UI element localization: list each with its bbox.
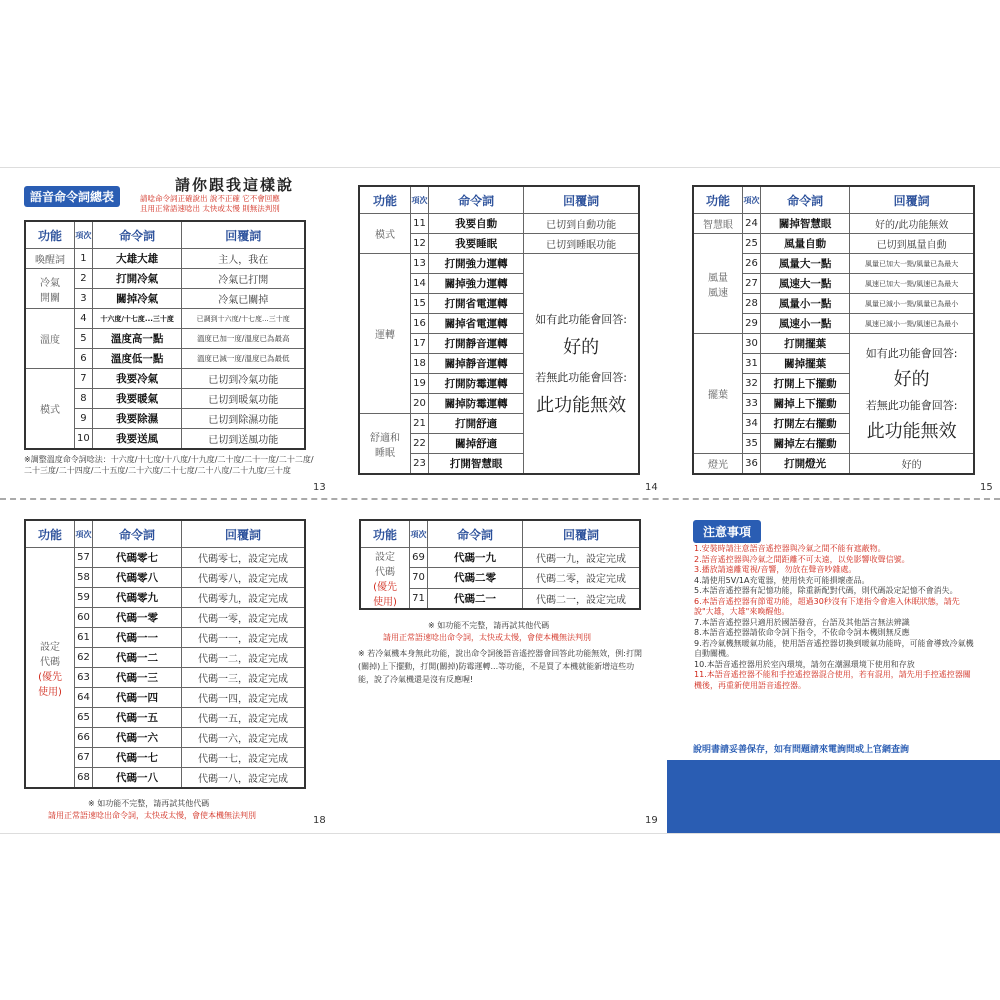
- reply-cell: 代碼一一，設定完成: [182, 628, 305, 648]
- idx-cell: 62: [75, 648, 93, 668]
- reply-cell: 溫度已加一度/溫度已為最高: [182, 329, 305, 349]
- header-idx: 項次: [75, 520, 93, 548]
- idx-cell: 14: [410, 274, 428, 294]
- reply-invalid: 此功能無效: [536, 394, 627, 416]
- notice-item: 5.本語音遙控器有記憶功能，除重新配對代碼，則代碼設定記憶不會消失。: [694, 586, 958, 595]
- idx-cell: 60: [75, 608, 93, 628]
- cmd-cell: 關掉左右擺動: [760, 434, 849, 454]
- reply-cell: 已切到除濕功能: [182, 409, 305, 429]
- header-func: 功能: [693, 186, 743, 214]
- header-reply: 回覆詞: [182, 520, 305, 548]
- notice-item: 10.本語音遙控器用於室內環境，請勿在潮濕環境下使用和存放: [694, 659, 915, 669]
- cmd-cell: 我要睡眠: [428, 234, 523, 254]
- cmd-cell: 溫度高一點: [92, 329, 182, 349]
- idx-cell: 57: [75, 548, 93, 568]
- idx-cell: 58: [75, 568, 93, 588]
- reply-cell: 已調到十六度/十七度...三十度: [182, 309, 305, 329]
- top-divider: [0, 167, 1000, 168]
- header-idx: 項次: [410, 186, 428, 214]
- header-idx: 項次: [74, 221, 92, 249]
- header-reply: 回覆詞: [850, 186, 974, 214]
- idx-cell: 19: [410, 374, 428, 394]
- header-cmd: 命令詞: [760, 186, 849, 214]
- idx-cell: 69: [410, 548, 428, 568]
- notice-list: [694, 544, 976, 691]
- idx-cell: 15: [410, 294, 428, 314]
- cmd-cell: 代碼二零: [428, 568, 523, 588]
- reply-if-not: 若無此功能會回答:: [535, 370, 628, 384]
- cmd-cell: 我要暖氣: [92, 389, 182, 409]
- idx-cell: 20: [410, 394, 428, 414]
- func-code-label: 設定 代碼: [375, 552, 396, 578]
- merged-reply: [850, 334, 974, 454]
- cmd-cell: 代碼二一: [428, 588, 523, 609]
- header-func: 功能: [25, 221, 74, 249]
- reply-cell: 好的: [850, 454, 974, 475]
- command-table-18: [24, 519, 306, 789]
- cmd-cell: 打開靜音運轉: [428, 334, 523, 354]
- reply-cell: 代碼一四，設定完成: [182, 688, 305, 708]
- func-temp: 溫度: [25, 309, 74, 369]
- func-code: [25, 548, 75, 789]
- cmd-cell: 打開省電運轉: [428, 294, 523, 314]
- cmd-cell: 我要除濕: [92, 409, 182, 429]
- cmd-cell: 大雄大雄: [92, 249, 182, 269]
- notice-item: 6.本語音遙控器有節電功能，超過30秒沒有下達指令會進入休眠狀態，請先說"大雄，大雄"來喚醒他。: [694, 596, 960, 616]
- idx-cell: 12: [410, 234, 428, 254]
- idx-cell: 17: [410, 334, 428, 354]
- header-cmd: 命令詞: [428, 186, 523, 214]
- idx-cell: 61: [75, 628, 93, 648]
- func-mode: 模式: [359, 214, 410, 254]
- page-number: 13: [313, 482, 326, 493]
- cmd-cell: 代碼一四: [93, 688, 182, 708]
- page-number: 19: [645, 815, 658, 826]
- notice-item: 9.若冷氣機無暖氣功能，使用語音遙控器切換到暖氣功能時，可能會導致冷氣機自動關機。: [694, 638, 974, 658]
- func-mode: 模式: [25, 369, 74, 450]
- idx-cell: 2: [74, 269, 92, 289]
- idx-cell: 18: [410, 354, 428, 374]
- note-speed: 請用正常語速唸出命令詞，太快或太慢，會使本機無法判別: [48, 811, 256, 820]
- temp-note: ※調整溫度命令詞唸法：十六度/十七度/十八度/十九度/二十度/二十一度/二十二度/二十三度/二十四度/二十五度/二十六度/二十七度/二十八度/二十九度/三十度: [24, 455, 314, 475]
- cmd-cell: 我要送風: [92, 429, 182, 450]
- func-swing: 擺葉: [693, 334, 743, 454]
- idx-cell: 59: [75, 588, 93, 608]
- idx-cell: 71: [410, 588, 428, 609]
- cmd-cell: 代碼一一: [93, 628, 182, 648]
- notice-item: 8.本語音遙控器請依命令詞下指令，不依命令詞本機則無反應: [694, 628, 910, 637]
- cmd-cell: 代碼一三: [93, 668, 182, 688]
- cmd-cell: 溫度低一點: [92, 349, 182, 369]
- page-number: 15: [980, 482, 993, 493]
- cmd-cell: 打開舒適: [428, 414, 523, 434]
- reply-ok: 好的: [563, 336, 600, 358]
- reply-cell: 代碼一九，設定完成: [522, 548, 640, 568]
- page-number: 18: [313, 815, 326, 826]
- reply-cell: 好的/此功能無效: [850, 214, 974, 234]
- reply-invalid: 此功能無效: [866, 420, 957, 442]
- idx-cell: 66: [75, 728, 93, 748]
- idx-cell: 16: [410, 314, 428, 334]
- reply-if-not: 若無此功能會回答:: [865, 398, 958, 412]
- reply-cell: 代碼二一，設定完成: [522, 588, 640, 609]
- reply-cell: 已切到風量自動: [850, 234, 974, 254]
- header-idx: 項次: [743, 186, 761, 214]
- subtitle-2: 且用正常語速唸出 太快或太慢 則無法判別: [140, 204, 280, 213]
- idx-cell: 34: [743, 414, 761, 434]
- reply-cell: 代碼一三，設定完成: [182, 668, 305, 688]
- cmd-cell: 打開強力運轉: [428, 254, 523, 274]
- reply-cell: 代碼一五，設定完成: [182, 708, 305, 728]
- cmd-cell: 打開智慧眼: [428, 454, 523, 475]
- reply-cell: 已切到送風功能: [182, 429, 305, 450]
- func-ac-switch: 冷氣 開關: [25, 269, 74, 309]
- reply-cell: 已切到暖氣功能: [182, 389, 305, 409]
- reply-cell: 代碼一零，設定完成: [182, 608, 305, 628]
- header-func: 功能: [25, 520, 75, 548]
- cmd-cell: 關掉擺葉: [760, 354, 849, 374]
- header-cmd: 命令詞: [93, 520, 182, 548]
- idx-cell: 23: [410, 454, 428, 475]
- cmd-cell: 打開上下擺動: [760, 374, 849, 394]
- cmd-cell: 關掉靜音運轉: [428, 354, 523, 374]
- notice-item: 1.安裝時請注意語音遙控器與冷氣之間不能有遮蔽物。: [694, 544, 886, 553]
- badge-title: 語音命令詞總表: [24, 186, 120, 207]
- cmd-cell: 關掉智慧眼: [760, 214, 849, 234]
- bottom-divider: [0, 833, 1000, 834]
- cmd-cell: 關掉強力運轉: [428, 274, 523, 294]
- footer-note: 說明書請妥善保存，如有問題請來電詢問或上官網查詢: [693, 745, 910, 755]
- merged-reply: [524, 254, 639, 475]
- cmd-cell: 代碼一二: [93, 648, 182, 668]
- note-speed: 請用正常語速唸出命令詞，太快或太慢，會使本機無法判別: [383, 633, 591, 642]
- cmd-cell: 打開擺葉: [760, 334, 849, 354]
- reply-cell: 代碼一七，設定完成: [182, 748, 305, 768]
- reply-cell: 代碼零七，設定完成: [182, 548, 305, 568]
- reply-cell: 主人，我在: [182, 249, 305, 269]
- reply-cell: 已切到冷氣功能: [182, 369, 305, 389]
- reply-cell: 冷氣已關掉: [182, 289, 305, 309]
- cmd-cell: 風速小一點: [760, 314, 849, 334]
- func-code-priority: (優先 使用): [38, 671, 62, 698]
- cmd-cell: 代碼零七: [93, 548, 182, 568]
- idx-cell: 3: [74, 289, 92, 309]
- notice-badge: 注意事項: [693, 520, 761, 543]
- idx-cell: 65: [75, 708, 93, 728]
- cmd-cell: 代碼零八: [93, 568, 182, 588]
- func-light: 燈光: [693, 454, 743, 475]
- idx-cell: 35: [743, 434, 761, 454]
- func-run: 運轉: [359, 254, 410, 414]
- reply-cell: 風速已減小一點/風速已為最小: [850, 314, 974, 334]
- cmd-cell: 關掉舒適: [428, 434, 523, 454]
- idx-cell: 36: [743, 454, 761, 475]
- idx-cell: 70: [410, 568, 428, 588]
- header-reply: 回覆詞: [182, 221, 305, 249]
- cmd-cell: 代碼一九: [428, 548, 523, 568]
- reply-cell: 代碼零九，設定完成: [182, 588, 305, 608]
- idx-cell: 31: [743, 354, 761, 374]
- func-wake: 喚醒詞: [25, 249, 74, 269]
- cmd-cell: 關掉冷氣: [92, 289, 182, 309]
- note-code: ※ 如功能不完整，請再試其他代碼: [88, 799, 210, 808]
- cmd-cell: 關掉省電運轉: [428, 314, 523, 334]
- reply-cell: 已切到睡眠功能: [524, 234, 639, 254]
- header-func: 功能: [360, 520, 410, 548]
- cmd-cell: 代碼一六: [93, 728, 182, 748]
- cmd-cell: 代碼一八: [93, 768, 182, 789]
- idx-cell: 4: [74, 309, 92, 329]
- reply-ok: 好的: [893, 368, 930, 390]
- idx-cell: 10: [74, 429, 92, 450]
- idx-cell: 13: [410, 254, 428, 274]
- cmd-cell: 關掉防霉運轉: [428, 394, 523, 414]
- notice-item: 11.本語音遙控器不能和手控遙控器混合使用，若有混用，請先用手控遙控器關機後，再重新使用語音遙控器。: [694, 670, 971, 690]
- func-code: [360, 548, 410, 610]
- idx-cell: 29: [743, 314, 761, 334]
- header-func: 功能: [359, 186, 410, 214]
- cmd-cell: 代碼一五: [93, 708, 182, 728]
- idx-cell: 22: [410, 434, 428, 454]
- reply-cell: 代碼零八，設定完成: [182, 568, 305, 588]
- note-code: ※ 如功能不完整，請再試其他代碼: [428, 621, 550, 630]
- cmd-cell: 風量大一點: [760, 254, 849, 274]
- reply-cell: 代碼二零，設定完成: [522, 568, 640, 588]
- notice-item: 4.請使用5V/1A充電器，使用快充可能損壞產品。: [694, 575, 870, 585]
- header-idx: 項次: [410, 520, 428, 548]
- cmd-cell: 我要自動: [428, 214, 523, 234]
- cmd-cell: 風量小一點: [760, 294, 849, 314]
- header-cmd: 命令詞: [92, 221, 182, 249]
- reply-cell: 代碼一六，設定完成: [182, 728, 305, 748]
- idx-cell: 1: [74, 249, 92, 269]
- reply-cell: 風量已加大一點/風量已為最大: [850, 254, 974, 274]
- func-code-label: 設定 代碼: [40, 641, 61, 668]
- blue-bar: [667, 760, 1000, 833]
- idx-cell: 68: [75, 768, 93, 789]
- cmd-cell: 代碼一零: [93, 608, 182, 628]
- idx-cell: 28: [743, 294, 761, 314]
- idx-cell: 6: [74, 349, 92, 369]
- dashed-divider: [0, 498, 1000, 500]
- cmd-cell: 打開防霉運轉: [428, 374, 523, 394]
- cmd-cell: 關掉上下擺動: [760, 394, 849, 414]
- reply-cell: 代碼一八，設定完成: [182, 768, 305, 789]
- page-number: 14: [645, 482, 658, 493]
- notice-item: 7.本語音遙控器只適用於國語發音，台語及其他語言無法辨識: [694, 617, 910, 627]
- page-title: 請你跟我這樣說: [175, 176, 295, 194]
- notice-item: 3.播放請遠離電視/音響，勿放在聲音吵雜處。: [694, 565, 857, 574]
- cmd-cell: 代碼一七: [93, 748, 182, 768]
- reply-cell: 風速已加大一點/風速已為最大: [850, 274, 974, 294]
- reply-if-has: 如有此功能會回答:: [865, 346, 958, 360]
- subtitle-1: 請唸命令詞正確說出 說不正確 它不會回應: [140, 194, 280, 203]
- idx-cell: 30: [743, 334, 761, 354]
- cmd-cell: 十六度/十七度...三十度: [92, 309, 182, 329]
- reply-cell: 代碼一二，設定完成: [182, 648, 305, 668]
- idx-cell: 5: [74, 329, 92, 349]
- idx-cell: 67: [75, 748, 93, 768]
- cmd-cell: 風量自動: [760, 234, 849, 254]
- func-wind: 風量 風速: [693, 234, 743, 334]
- header-reply: 回覆詞: [522, 520, 640, 548]
- notice-item: 2.語音遙控器與冷氣之間距離不可太遠，以免影響收聲信號。: [694, 554, 910, 564]
- reply-cell: 溫度已減一度/溫度已為最低: [182, 349, 305, 369]
- cmd-cell: 代碼零九: [93, 588, 182, 608]
- idx-cell: 33: [743, 394, 761, 414]
- idx-cell: 9: [74, 409, 92, 429]
- cmd-cell: 我要冷氣: [92, 369, 182, 389]
- idx-cell: 64: [75, 688, 93, 708]
- idx-cell: 25: [743, 234, 761, 254]
- idx-cell: 11: [410, 214, 428, 234]
- idx-cell: 7: [74, 369, 92, 389]
- reply-cell: 已切到自動功能: [524, 214, 639, 234]
- command-table-14: [358, 185, 640, 475]
- command-table-13: [24, 220, 306, 450]
- note-feature: ※ 若冷氣機本身無此功能，說出命令詞後語音遙控器會回答此功能無效，例:打開(關掉)上下擺動，打開(關掉)防霉運轉...等功能，不是買了本機就能新增這些功能，說了冷氣機還是沒有反應喔!: [358, 649, 642, 684]
- idx-cell: 8: [74, 389, 92, 409]
- header-cmd: 命令詞: [428, 520, 523, 548]
- command-table-15: [692, 185, 975, 475]
- cmd-cell: 風速大一點: [760, 274, 849, 294]
- idx-cell: 32: [743, 374, 761, 394]
- idx-cell: 21: [410, 414, 428, 434]
- func-eye: 智慧眼: [693, 214, 743, 234]
- idx-cell: 63: [75, 668, 93, 688]
- header-reply: 回覆詞: [524, 186, 639, 214]
- cmd-cell: 打開冷氣: [92, 269, 182, 289]
- reply-cell: 冷氣已打開: [182, 269, 305, 289]
- reply-cell: 風量已減小一點/風量已為最小: [850, 294, 974, 314]
- idx-cell: 27: [743, 274, 761, 294]
- idx-cell: 26: [743, 254, 761, 274]
- cmd-cell: 打開燈光: [760, 454, 849, 475]
- command-table-19: [359, 519, 641, 610]
- func-comfort: 舒適和 睡眠: [359, 414, 410, 475]
- func-code-priority: (優先 使用): [373, 582, 397, 608]
- idx-cell: 24: [743, 214, 761, 234]
- cmd-cell: 打開左右擺動: [760, 414, 849, 434]
- reply-if-has: 如有此功能會回答:: [535, 312, 628, 326]
